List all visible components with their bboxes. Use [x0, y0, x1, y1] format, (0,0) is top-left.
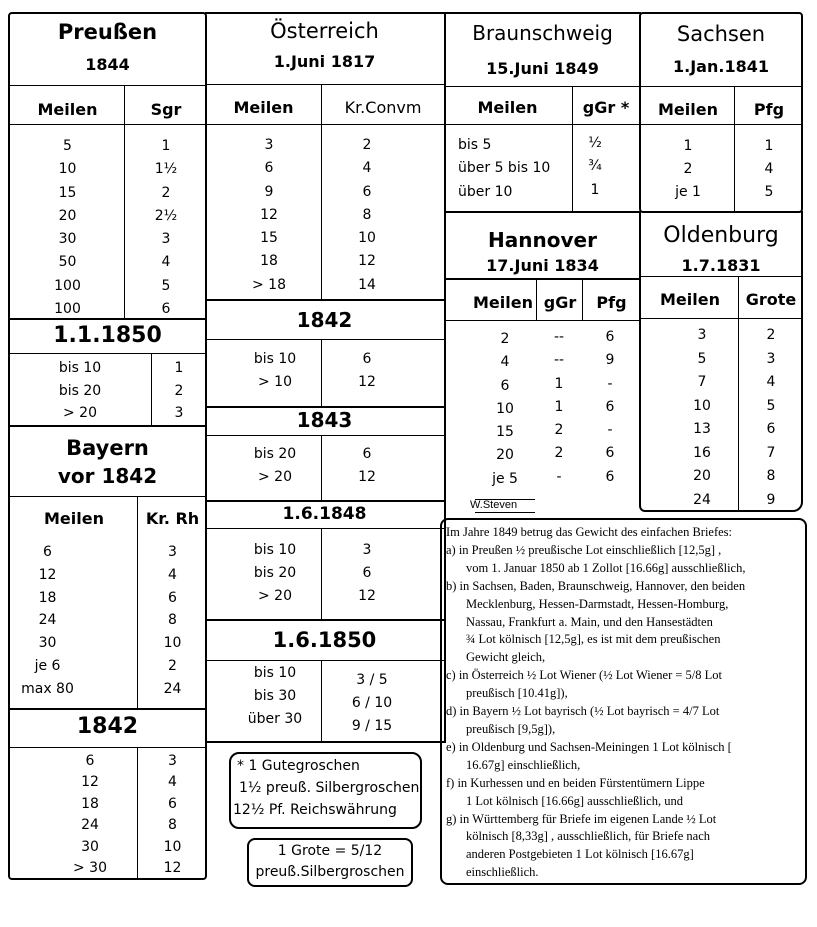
- list-item: 12: [358, 253, 376, 270]
- preussen-1850-sgr-list: [151, 357, 207, 425]
- preussen-1850-meilen-list: [10, 357, 150, 425]
- note-line: anderen Postgebieten 1 Lot kölnisch [16.67g]: [466, 847, 694, 862]
- note-line: Nassau, Frankfurt a. Main, und den Hansestädten: [466, 614, 713, 629]
- list-item: 6: [362, 351, 372, 367]
- hannover-table: [444, 211, 641, 512]
- note-line: a) in Preußen ½ preußische Lot einschließlich [12,5g] ,: [446, 542, 722, 557]
- list-item: 2: [766, 327, 776, 343]
- list-item: --: [553, 329, 565, 345]
- list-item: ¾: [588, 158, 602, 175]
- oesterreich-col-meilen: Meilen: [233, 98, 294, 117]
- list-item: 2: [554, 422, 564, 439]
- bayern-col-kr: Kr. Rh: [145, 509, 200, 528]
- bayern-date: vor 1842: [57, 464, 158, 488]
- preussen-sgr-list: [125, 135, 207, 321]
- oesterreich-1850-kr-list: [322, 669, 422, 738]
- list-item: 3 / 5: [356, 672, 388, 688]
- list-item: 2½: [154, 207, 178, 224]
- list-item: 12: [358, 374, 376, 390]
- hannover-date: 17.Juni 1834: [486, 256, 599, 275]
- preussen-title: Preußen: [57, 20, 158, 44]
- list-item: 6: [362, 565, 372, 581]
- list-item: je 5: [492, 470, 518, 487]
- list-item: 4: [764, 161, 774, 177]
- list-item: 2: [168, 657, 177, 674]
- divider: [10, 318, 205, 320]
- list-item: 3: [168, 753, 177, 769]
- divider: [205, 528, 444, 529]
- list-item: bis 10: [253, 351, 297, 367]
- preussen-year-1850: 1.1.1850: [53, 323, 162, 348]
- note-line: Gewicht gleich,: [466, 650, 546, 665]
- hannover-col-pfg: Pfg: [596, 293, 627, 312]
- braunschweig-date: 15.Juni 1849: [486, 59, 599, 78]
- list-item: 10: [693, 397, 711, 414]
- divider: [10, 496, 205, 497]
- list-item: 10: [58, 161, 77, 178]
- list-item: 8: [766, 468, 776, 484]
- note-line: preußisch [9,5g]),: [466, 721, 556, 736]
- note-intro: Im Jahre 1849 betrug das Gewicht des einfachen Briefes:: [446, 525, 733, 539]
- list-item: --: [553, 352, 565, 369]
- list-item: 2: [174, 382, 184, 399]
- note-line: e) in Oldenburg und Sachsen-Meiningen 1 Lot kölnisch [: [446, 739, 732, 754]
- list-item: 1: [554, 398, 564, 415]
- list-item: > 20: [258, 469, 292, 485]
- list-item: 2: [362, 137, 372, 153]
- bayern-col-meilen: Meilen: [44, 509, 104, 528]
- list-item: 4: [168, 774, 177, 791]
- list-item: 3: [697, 327, 707, 343]
- list-item: 4: [500, 354, 510, 371]
- hannover-pfg-list: [594, 326, 626, 489]
- note-line: b) in Sachsen, Baden, Braunschweig, Hannover, den beiden: [446, 578, 746, 593]
- preussen-meilen-list: [10, 135, 125, 321]
- sachsen-pfg-list: [735, 135, 803, 204]
- list-item: > 18: [252, 276, 286, 293]
- column-divider: [582, 280, 583, 320]
- oldenburg-title: Oldenburg: [663, 223, 779, 248]
- list-item: > 30: [73, 860, 107, 877]
- list-item: über 10: [458, 183, 513, 200]
- list-item: 12: [163, 860, 182, 877]
- list-item: -: [607, 375, 613, 392]
- list-item: 15: [260, 230, 278, 247]
- oesterreich-column: [205, 12, 446, 743]
- divider: [444, 278, 641, 280]
- note-line: vom 1. Januar 1850 ab 1 Zollot [16.66g] ausschließlich,: [466, 560, 746, 575]
- oesterreich-col-kr: Kr.Convm: [344, 98, 422, 117]
- oesterreich-1848-kr-list: [322, 539, 412, 608]
- list-item: 1: [764, 138, 774, 154]
- list-item: 20: [58, 207, 77, 224]
- note-line: ¾ Lot kölnisch [12,5g], es ist mit dem preußischen: [466, 632, 721, 647]
- list-item: 1½: [154, 161, 178, 178]
- sachsen-meilen-list: [641, 135, 735, 204]
- footnote-line: * 1 Gutegroschen: [237, 758, 360, 774]
- list-item: 24: [693, 491, 711, 508]
- preussen-col-meilen: Meilen: [37, 100, 98, 119]
- divider: [205, 619, 444, 621]
- list-item: 6: [500, 377, 510, 394]
- oesterreich-title: Österreich: [270, 19, 379, 43]
- list-item: 30: [81, 838, 99, 855]
- note-line: kölnisch [8,33g] , ausschließlich, für Briefe nach: [466, 829, 711, 844]
- list-item: 8: [362, 206, 372, 223]
- preussen-date: 1844: [85, 55, 130, 74]
- footnote-line: 1½ preuß. Silbergroschen: [239, 780, 420, 796]
- list-item: bis 20: [253, 565, 297, 581]
- divider: [10, 353, 205, 354]
- list-item: 10: [496, 400, 514, 417]
- list-item: 8: [168, 612, 177, 629]
- note-line: 16.67g] einschließlich,: [466, 757, 581, 772]
- bayern-meilen-list: [10, 541, 85, 701]
- list-item: 6 / 10: [351, 695, 393, 711]
- list-item: 9: [766, 491, 776, 508]
- oesterreich-1842-kr-list: [322, 348, 412, 394]
- oesterreich-meilen-list: [205, 134, 333, 297]
- list-item: bis 5: [458, 137, 492, 153]
- preussen-bayern-column: [8, 12, 207, 880]
- footnote-line: preuß.Silbergroschen: [255, 864, 405, 880]
- oesterreich-year-1843: 1843: [296, 408, 353, 432]
- oesterreich-year-1850: 1.6.1850: [272, 628, 377, 652]
- list-item: bis 10: [58, 360, 102, 376]
- list-item: 50: [58, 254, 77, 271]
- list-item: 14: [358, 276, 376, 293]
- list-item: 6: [264, 160, 274, 177]
- list-item: -: [607, 422, 613, 439]
- divider: [10, 124, 205, 125]
- list-item: 12: [81, 774, 99, 791]
- list-item: 5: [63, 138, 72, 154]
- oesterreich-year-1848: 1.6.1848: [282, 504, 367, 524]
- oesterreich-year-1842: 1842: [296, 308, 353, 332]
- list-item: über 30: [247, 711, 303, 727]
- note-line: f) in Kurhessen und en beiden Fürstentümern Lippe: [446, 775, 705, 790]
- list-item: 30: [38, 635, 57, 652]
- list-item: 3: [766, 350, 776, 367]
- divider: [205, 435, 444, 436]
- list-item: 20: [496, 447, 514, 464]
- list-item: 12: [260, 206, 278, 223]
- list-item: 15: [58, 184, 77, 201]
- list-item: 100: [54, 301, 81, 318]
- list-item: 7: [766, 444, 776, 461]
- list-item: 12: [358, 588, 376, 604]
- list-item: bis 10: [253, 665, 297, 681]
- column-divider: [572, 86, 573, 213]
- list-item: 10: [163, 635, 182, 652]
- list-item: 4: [766, 374, 776, 390]
- oldenburg-table: [639, 211, 803, 512]
- weight-notes-box: [440, 518, 807, 885]
- divider: [10, 747, 205, 748]
- note-line: g) in Württemberg für Briefe im eigenen Lande ½ Lot: [446, 811, 717, 826]
- hannover-ggr-list: [544, 326, 574, 489]
- list-item: 16: [693, 444, 711, 461]
- divider: [205, 299, 444, 301]
- sachsen-date: 1.Jan.1841: [673, 57, 769, 76]
- list-item: 2: [683, 161, 693, 177]
- hannover-title: Hannover: [488, 228, 597, 252]
- list-item: 6: [168, 795, 177, 812]
- divider: [10, 85, 205, 86]
- list-item: 3: [174, 405, 184, 421]
- braunschweig-table: [444, 12, 641, 213]
- divider: [205, 660, 444, 661]
- braunschweig-title: Braunschweig: [472, 21, 613, 45]
- divider: [10, 708, 205, 710]
- list-item: 1: [174, 360, 184, 376]
- sachsen-col-meilen: Meilen: [658, 100, 718, 119]
- list-item: bis 30: [253, 688, 297, 704]
- list-item: 1: [683, 138, 693, 154]
- bayern-1842-kr-list: [138, 751, 207, 879]
- list-item: 15: [496, 424, 514, 441]
- divider: [205, 339, 444, 340]
- divider: [641, 318, 801, 319]
- oesterreich-1843-kr-list: [322, 443, 412, 489]
- list-item: 2: [500, 331, 510, 347]
- sachsen-table: [639, 12, 803, 213]
- list-item: 7: [697, 374, 707, 390]
- divider: [444, 320, 641, 321]
- list-item: 6: [43, 544, 52, 560]
- bayern-year-1842: 1842: [76, 714, 139, 739]
- oesterreich-kr-list: [322, 134, 412, 297]
- preussen-col-sgr: Sgr: [150, 100, 182, 119]
- note-line: preußisch [10.41g]),: [466, 686, 568, 701]
- divider: [641, 276, 801, 277]
- list-item: 24: [163, 680, 182, 697]
- footnote-line: 1 Grote = 5/12: [277, 843, 383, 859]
- list-item: 2: [554, 445, 564, 462]
- list-item: 24: [38, 612, 57, 629]
- list-item: 12: [38, 566, 57, 583]
- list-item: 10: [163, 838, 182, 855]
- list-item: 18: [81, 795, 99, 812]
- list-item: 12: [358, 469, 376, 485]
- oldenburg-grote-list: [739, 324, 803, 512]
- note-line: 1 Lot kölnisch [16.66g] ausschließlich, und: [466, 793, 683, 808]
- list-item: 1: [161, 138, 171, 154]
- footnote-line: 12½ Pf. Reichswährung: [233, 802, 397, 818]
- list-item: 4: [362, 160, 372, 177]
- divider: [641, 86, 801, 87]
- list-item: 6: [85, 753, 95, 769]
- sachsen-title: Sachsen: [676, 22, 766, 46]
- divider: [205, 84, 444, 85]
- list-item: 30: [58, 231, 77, 248]
- column-divider: [536, 280, 537, 320]
- braunschweig-ggr-list: [580, 132, 610, 202]
- oldenburg-col-meilen: Meilen: [660, 290, 720, 309]
- braunschweig-col-ggr: gGr *: [582, 98, 630, 117]
- sachsen-col-pfg: Pfg: [753, 100, 785, 119]
- divider: [205, 124, 444, 125]
- note-line: c) in Österreich ½ Lot Wiener (½ Lot Wiener = 5/8 Lot: [446, 668, 722, 683]
- list-item: 9 / 15: [351, 718, 393, 734]
- list-item: 5: [764, 184, 774, 200]
- list-item: 3: [168, 544, 177, 560]
- oldenburg-col-grote: Grote: [745, 290, 797, 309]
- grote-footnote: [247, 838, 413, 887]
- list-item: 5: [161, 277, 171, 294]
- list-item: 24: [81, 817, 99, 834]
- list-item: > 10: [258, 374, 292, 390]
- list-item: 2: [161, 184, 171, 201]
- list-item: 100: [54, 277, 81, 294]
- list-item: 6: [161, 301, 171, 318]
- list-item: 5: [697, 350, 707, 367]
- gutegroschen-footnote: [229, 752, 422, 829]
- list-item: je 6: [34, 657, 61, 674]
- note-line: Mecklenburg, Hessen-Darmstadt, Hessen-Homburg,: [466, 596, 729, 611]
- hannover-col-ggr: gGr: [543, 293, 577, 312]
- list-item: über 5 bis 10: [458, 160, 551, 177]
- list-item: je 1: [675, 184, 701, 200]
- divider: [444, 86, 641, 87]
- list-item: 13: [693, 421, 711, 437]
- bayern-kr-list: [138, 541, 207, 701]
- list-item: 8: [168, 817, 177, 834]
- divider: [205, 500, 444, 502]
- list-item: bis 20: [253, 446, 297, 462]
- list-item: 6: [362, 446, 372, 462]
- braunschweig-col-meilen: Meilen: [477, 98, 538, 117]
- list-item: 6: [605, 398, 615, 415]
- list-item: 18: [38, 589, 57, 606]
- list-item: 6: [605, 445, 615, 462]
- list-item: -: [556, 468, 562, 485]
- hannover-col-meilen: Meilen: [473, 293, 533, 312]
- weight-notes: [446, 524, 745, 882]
- oesterreich-date: 1.Juni 1817: [273, 52, 376, 71]
- list-item: ½: [588, 135, 602, 151]
- list-item: 1: [590, 181, 600, 198]
- oldenburg-date: 1.7.1831: [681, 256, 761, 275]
- bayern-title: Bayern: [66, 436, 149, 460]
- list-item: 10: [358, 230, 376, 247]
- list-item: bis 10: [253, 542, 297, 558]
- list-item: max 80: [21, 680, 74, 697]
- list-item: 4: [168, 566, 177, 583]
- author-credit: W.Steven: [470, 499, 518, 511]
- list-item: > 20: [63, 405, 97, 421]
- list-item: 6: [605, 329, 615, 345]
- list-item: 5: [766, 397, 776, 414]
- divider: [444, 124, 641, 125]
- list-item: > 20: [258, 588, 292, 604]
- note-line: d) in Bayern ½ Lot bayrisch (½ Lot bayrisch = 4/7 Lot: [446, 704, 720, 719]
- list-item: 20: [693, 468, 711, 484]
- list-item: 1: [554, 375, 564, 392]
- list-item: 3: [362, 542, 372, 558]
- note-line: einschließlich.: [466, 865, 539, 880]
- list-item: 18: [260, 253, 278, 270]
- list-item: 6: [168, 589, 177, 606]
- list-item: 6: [362, 183, 372, 200]
- list-item: 6: [766, 421, 776, 437]
- braunschweig-meilen-list: [458, 134, 550, 204]
- list-item: 9: [264, 183, 274, 200]
- list-item: 9: [605, 352, 615, 369]
- divider: [10, 425, 205, 427]
- divider: [641, 124, 801, 125]
- list-item: 6: [605, 468, 615, 485]
- hannover-footer: [475, 499, 535, 513]
- list-item: 4: [161, 254, 171, 271]
- list-item: bis 20: [58, 382, 102, 399]
- list-item: 3: [161, 231, 171, 248]
- list-item: 3: [264, 137, 274, 153]
